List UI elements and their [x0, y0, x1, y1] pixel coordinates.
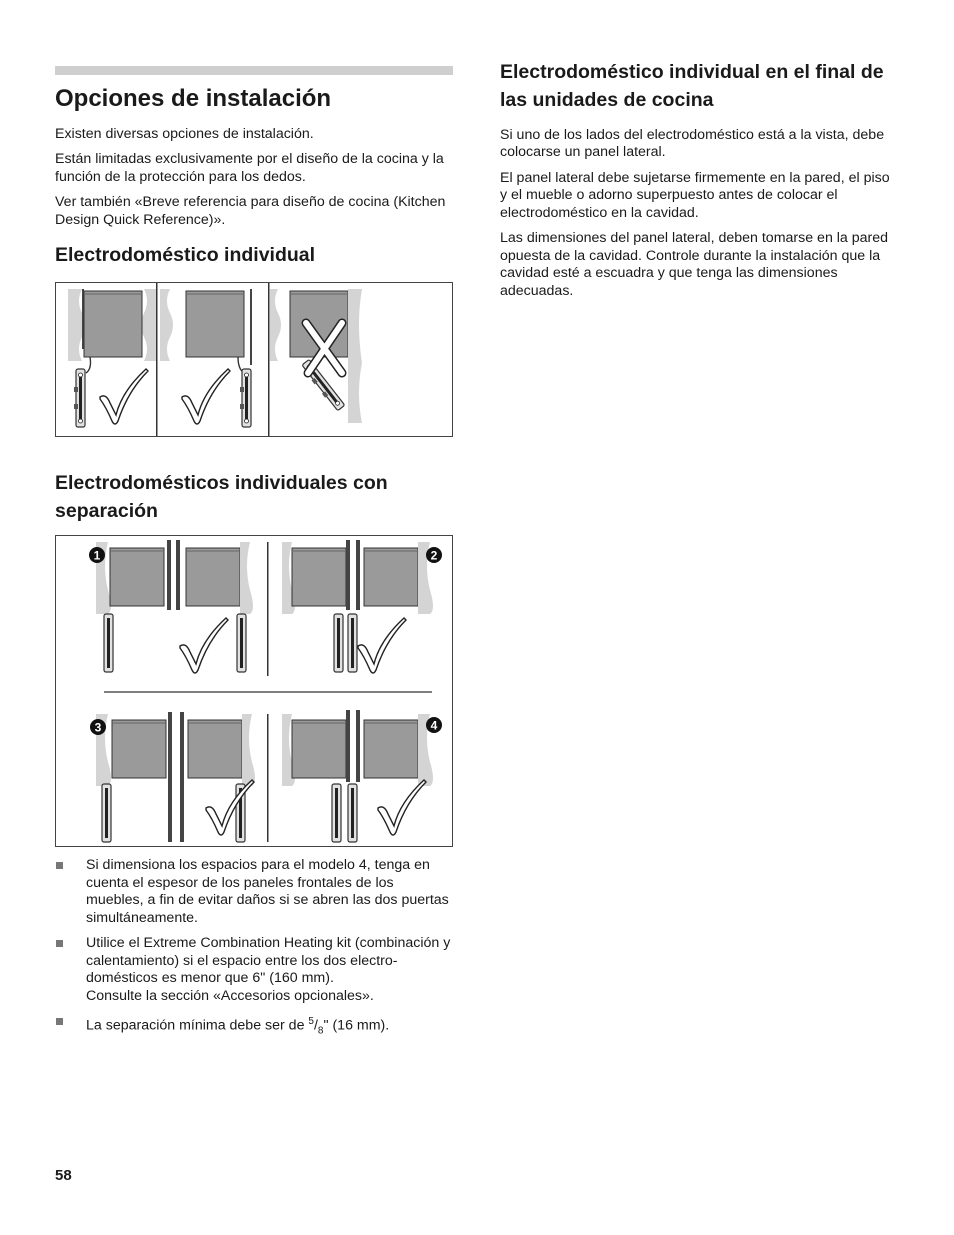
- section-divider-bar: [55, 66, 453, 75]
- note-item-3: La separación mínima debe ser de $^5/_8$" (16 mm).: [55, 1013, 453, 1040]
- right-paragraph-3: Las dimensiones del panel lateral, deben tomarse en la pared opuesta de la cavidad. Controle durante la instalación que la cavidad esté a escuadra y que tenga las dimensiones adecuadas.: [500, 230, 889, 299]
- figure-separated-appliances: [55, 535, 453, 847]
- quadrant-4: [282, 710, 433, 842]
- intro-paragraph-3: Ver también «Breve referencia para diseño de cocina (Kitchen Design Quick Reference)».: [55, 194, 446, 228]
- illustration-panel-3: [270, 289, 362, 423]
- bullet-square-icon: [56, 1018, 63, 1025]
- note-item-2: Utilice el Extreme Combination Heating kit (combinación y calentamiento) si el espacio entre los dos electro-domésticos es menor que 6" (160 mm). Consulte la sección «Accesorios opcionales».: [55, 935, 453, 1005]
- bullet-square-icon: [56, 862, 63, 869]
- right-paragraph-2: El panel lateral debe sujetarse firmemente en la pared, el piso y el mueble o adorno superpuesto antes de colocar el electrodoméstico en la cavidad.: [500, 169, 890, 221]
- illustration-panel-1: [68, 289, 156, 427]
- note-item-1: Si dimensiona los espacios para el modelo 4, tenga en cuenta el espesor de los paneles frontales de los muebles, a fin de evitar daños si se abren las dos puertas simultáneamente.: [55, 857, 453, 927]
- section-title-single-appliance: Electrodoméstico individual: [55, 244, 316, 267]
- svg-text:3: 3: [94, 720, 102, 735]
- svg-text:1: 1: [93, 548, 101, 563]
- badge-2: [426, 547, 442, 563]
- separated-appliances-illustration: [56, 536, 452, 846]
- right-paragraph-1: Si uno de los lados del electrodoméstico está a la vista, debe colocarse un panel lateral.: [500, 126, 885, 161]
- right-column: [500, 58, 900, 308]
- page-title: Opciones de instalación: [55, 85, 332, 112]
- left-column: [55, 66, 453, 1048]
- quadrant-2: [282, 540, 433, 673]
- illustration-panel-2: [160, 289, 252, 427]
- badge-4: [426, 717, 442, 733]
- figure-single-appliance: [55, 282, 453, 437]
- single-appliance-illustration: [56, 283, 452, 436]
- badge-3: [90, 719, 106, 735]
- quadrant-1: [93, 540, 253, 673]
- page-number: 58: [55, 1167, 72, 1184]
- notes-list: [55, 857, 453, 1040]
- svg-text:2: 2: [430, 548, 438, 563]
- intro-paragraph-1: Existen diversas opciones de instalación.: [55, 125, 314, 142]
- intro-paragraph-2: Están limitadas exclusivamente por el diseño de la cocina y la función de la protección para los dedos.: [55, 151, 444, 185]
- bullet-square-icon: [56, 940, 63, 947]
- section-title-separated-appliances: Electrodomésticos individuales con separación: [55, 471, 388, 522]
- svg-text:4: 4: [430, 718, 438, 733]
- quadrant-3: [96, 712, 255, 842]
- section-title-end-of-kitchen: Electrodoméstico individual en el final de las unidades de cocina: [500, 61, 884, 112]
- badge-1: [89, 547, 105, 563]
